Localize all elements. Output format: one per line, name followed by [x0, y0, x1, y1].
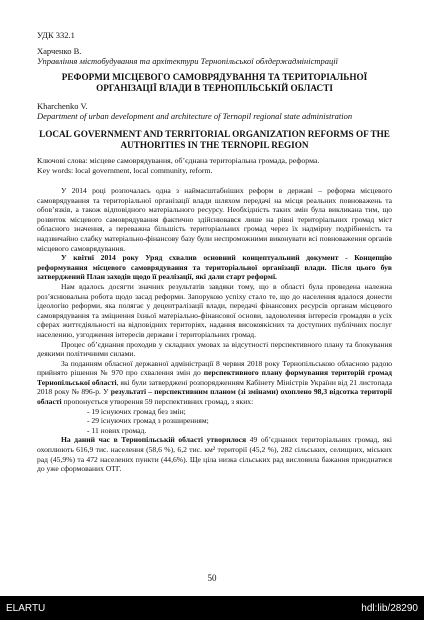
paragraph-5 — [37, 359, 392, 407]
affiliation-en: Department of urban development and architecture of Ternopil regional state administration — [37, 111, 353, 121]
p6-text-b: 49 об’єднаних територіальних громад, які охоплюють 616,9 тис. населення (58,6 %), 6,2 тис. км² території (45,2 %), 282 сільських, селищних, міських рад (45,9%) та 472 населених пункти (44,6%). Ще ціла низка сільських рад висловила бажання приєднатися до уже сформованих ОТГ. — [37, 435, 392, 474]
author-en: Kharchenko V. — [37, 101, 88, 111]
p5-text-e: пропонується утворення 59 перспективних громад, з яких: — [61, 397, 254, 407]
repository-name: ELARTU — [6, 603, 46, 614]
p5-bold-b: перспективного плану формування територій громад Тернопільської області — [37, 368, 392, 387]
list-item: - 29 існуючих громад з розширенням; — [87, 416, 209, 426]
page-content — [37, 30, 392, 474]
footer-bar — [0, 596, 424, 620]
p5-text-a: За поданням обласної державної адміністрації 8 червня 2018 року Тернопільською обласною радою прийнято рішення № 970 про схвалення змін до — [37, 358, 392, 378]
keywords-en: Key words: local government, local community, reform. — [37, 165, 213, 175]
p5-bold-d: результаті – перспективним планом (зі змінами) охоплено 98,3 відсотка території області — [37, 387, 393, 407]
paragraph-1: У 2014 році розпочалась одна з наймасштабніших реформ в державі – реформа місцевого самоврядування та територіальної організації влади шляхом передачі на місця реальних повноважень та обов’язків, а також відповідного матеріального ресурсу. Необхідність таких змін була викликана тим, що розвиток місцевого самоврядування фактично здійснювався лише на рівні територіальних громад міст обласного значення, а переважна більшість територіальних громад через їх надмірну подрібненість та надзвичайно слабку матеріально-фінансову базу були неспроможними виконувати всі повноваження органів місцевого самоврядування. — [37, 186, 392, 253]
paragraph-2: У квітні 2014 року Уряд схвалив основний концептуальний документ - Концепцію реформування місцевого самоврядування та територіальної організації влади. Після цього був затверджений План заходів щодо її реалізації, які дали старт реформі. — [37, 253, 392, 282]
udk-code: УДК 332.1 — [37, 30, 75, 40]
handle-id: hdl:lib/28290 — [361, 603, 418, 614]
title-ua: РЕФОРМИ МІСЦЕВОГО САМОВРЯДУВАННЯ ТА ТЕРИТОРІАЛЬНОЇ ОРГАНІЗАЦІЇ ВЛАДИ В ТЕРНОПІЛЬСЬКІЙ ОБЛАСТІ — [61, 72, 368, 93]
keywords-ua: Ключові слова: місцеве самоврядування, об’єднана територіальна громада, реформа. — [37, 156, 320, 165]
affiliation-ua: Управління містобудування та архітектури Тернопільської облдержадміністрації — [37, 56, 339, 66]
title-en: LOCAL GOVERNMENT AND TERRITORIAL ORGANIZATION REFORMS OF THE AUTHORITIES IN THE TERNOPIL REGION — [39, 129, 390, 150]
p5-text-c: , які були затверджені розпорядженням Кабінету Міністрів України від 21 листопада 2018 року № 896-р. У — [37, 377, 392, 397]
page-number: 50 — [207, 573, 217, 583]
paragraph-3: Нам вдалось досягти значних результатів завдяки тому, що в області була проведена належна роз’яснювальна робота щодо засад реформи. Запорукою успіху стало те, що до населення вдалося донести ідеологію реформи, яка полягає у децентралізації влади, передачі фінансових ресурсів органам місцевого самоврядування та зміцнення їхньої матеріально-фінансової основи, задоволення інтересів громадян в усіх сферах життєдіяльності на відповідних територіях, надання високоякісних та доступних публічних послуг населенню, узгодження інтересів держави і територіальних громад. — [37, 281, 392, 339]
list-item: - 11 нових громад. — [87, 425, 147, 435]
list-item: - 19 існуючих громад без змін; — [87, 406, 186, 416]
paragraph-6 — [37, 435, 392, 473]
paragraph-4: Процес об’єднання проходив у складних умовах за відсутності перспективного плану та блокування деякими політичними силами. — [37, 339, 392, 359]
author-ua: Харченко В. — [37, 46, 82, 56]
p6-bold-a: На даний час в Тернопільській області утворилося — [61, 435, 247, 445]
